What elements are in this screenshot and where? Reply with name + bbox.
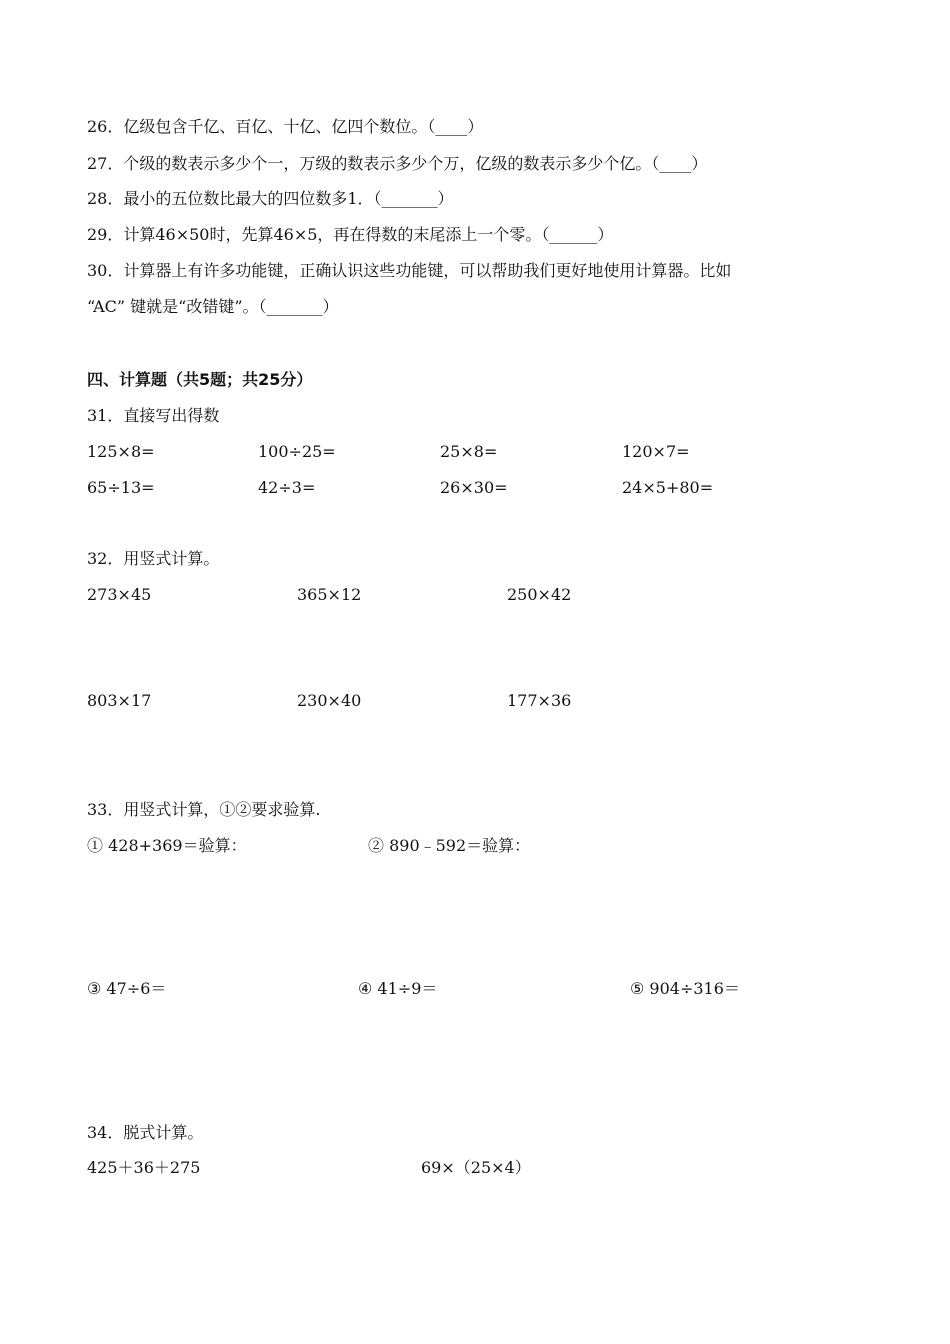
q31-item: 125×8= [87, 442, 155, 461]
q31-item: 100÷25= [258, 442, 336, 461]
q33-item: ② 890﹣592＝验算： [368, 836, 531, 855]
question-28: 28．最小的五位数比最大的四位数多1．（_______） [87, 189, 454, 208]
q32-item: 273×45 [87, 585, 152, 604]
question-27: 27．个级的数表示多少个一，万级的数表示多少个万，亿级的数表示多少个亿。（____） [87, 154, 708, 173]
question-26: 26．亿级包含千亿、百亿、十亿、亿四个数位。（____） [87, 117, 484, 136]
question-33-title: 33．用竖式计算，①②要求验算. [87, 800, 321, 819]
q32-item: 803×17 [87, 691, 152, 710]
q31-item: 42÷3= [258, 478, 316, 497]
section-title: 四、计算题（共5题；共25分） [87, 370, 313, 389]
question-31-title: 31．直接写出得数 [87, 406, 220, 425]
q31-item: 24×5+80= [622, 478, 714, 497]
q32-item: 365×12 [297, 585, 362, 604]
q33-item: ⑤ 904÷316＝ [630, 979, 740, 998]
question-32-title: 32．用竖式计算。 [87, 549, 220, 568]
question-30-line-2: “AC” 键就是“改错键”。（_______） [87, 297, 339, 316]
q33-item: ③ 47÷6＝ [87, 979, 167, 998]
q31-item: 120×7= [622, 442, 690, 461]
question-34-title: 34．脱式计算。 [87, 1123, 204, 1142]
q32-item: 250×42 [507, 585, 572, 604]
q32-item: 177×36 [507, 691, 572, 710]
question-29: 29．计算46×50时，先算46×5，再在得数的末尾添上一个零。（______） [87, 225, 614, 244]
q31-item: 65÷13= [87, 478, 155, 497]
q34-item: 425＋36＋275 [87, 1158, 201, 1177]
question-30-line-1: 30．计算器上有许多功能键，正确认识这些功能键，可以帮助我们更好地使用计算器。比如 [87, 261, 732, 280]
q33-item: ④ 41÷9＝ [358, 979, 438, 998]
q31-item: 25×8= [440, 442, 498, 461]
q34-item: 69×（25×4） [421, 1158, 531, 1177]
q31-item: 26×30= [440, 478, 508, 497]
q33-item: ① 428+369＝验算： [87, 836, 247, 855]
q32-item: 230×40 [297, 691, 362, 710]
